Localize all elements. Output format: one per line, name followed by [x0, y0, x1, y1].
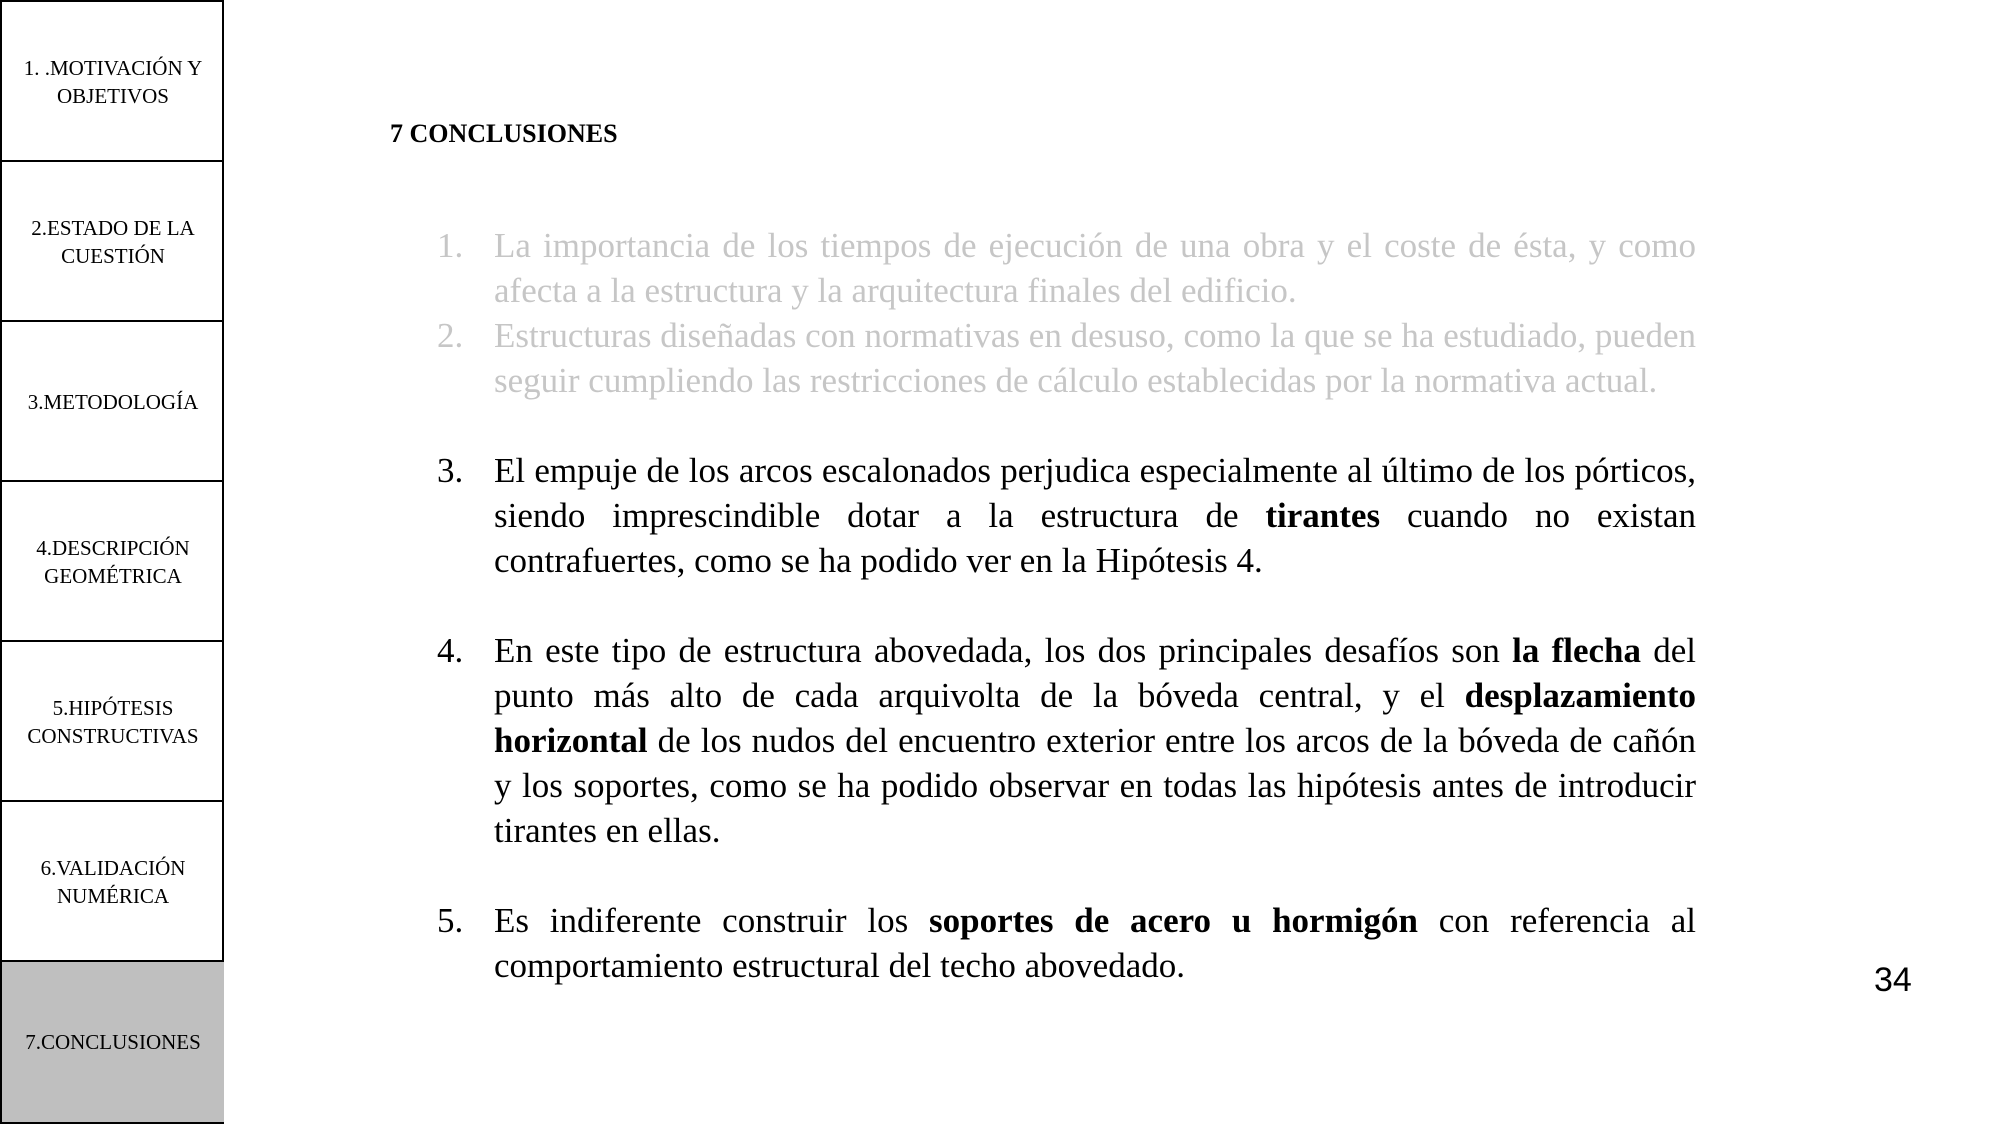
sidebar-item-label: 1. .MOTIVACIÓN Y OBJETIVOS [23, 55, 203, 108]
item-text: Es indiferente construir los [494, 901, 930, 940]
sidebar-item-motivacion[interactable] [0, 0, 224, 161]
sidebar-item-descripcion-geometrica[interactable] [0, 480, 224, 641]
item-text: Estructuras diseñadas con normativas en desuso, como la que se ha estudiado, pueden seguir cumpliendo las restricciones de cálculo establecidas por la normativa actual. [494, 316, 1696, 400]
sidebar-item-validacion-numerica[interactable] [0, 800, 224, 961]
item-text: La importancia de los tiempos de ejecución de una obra y el coste de ésta, y como afecta a la estructura y la arquitectura finales del edificio. [494, 226, 1696, 310]
sidebar-item-label: 4.DESCRIPCIÓN GEOMÉTRICA [36, 535, 190, 588]
item-text: de los nudos del encuentro exterior entre los arcos de la bóveda de cañón y los soportes, como se ha podido observar en todas las hipótesis antes de introducir tirantes en ellas. [494, 721, 1696, 850]
item-text: cuando no existan contrafuertes, como se ha podido ver en la Hipótesis 4. [494, 496, 1696, 580]
item-emphasis: tirantes [1265, 496, 1381, 535]
conclusion-item-5 [430, 898, 1696, 988]
conclusions-list [430, 223, 1696, 988]
item-emphasis: desplazamiento horizontal [494, 676, 1696, 760]
item-text: con referencia al comportamiento estructural del techo abovedado. [494, 901, 1696, 985]
conclusion-item-4 [430, 628, 1696, 853]
sidebar-item-conclusiones[interactable] [0, 960, 224, 1124]
conclusion-item-1 [430, 223, 1696, 313]
item-text: del punto más alto de cada arquivolta de la bóveda central, y el [494, 631, 1696, 715]
item-number: 5. [437, 901, 464, 940]
sidebar-item-label: 6.VALIDACIÓN NUMÉRICA [40, 855, 186, 908]
section-sidebar [0, 0, 224, 1124]
item-text: En este tipo de estructura abovedada, los dos principales desafíos son [494, 631, 1513, 670]
sidebar-item-label: 5.HIPÓTESIS CONSTRUCTIVAS [27, 695, 199, 748]
sidebar-item-estado-cuestion[interactable] [0, 160, 224, 321]
sidebar-item-label: 3.METODOLOGÍA [27, 389, 199, 414]
item-number: 4. [437, 631, 464, 670]
page-title: 7 CONCLUSIONES [390, 119, 618, 148]
item-emphasis: soportes de acero u hormigón [929, 901, 1418, 940]
sidebar-item-hipotesis-constructivas[interactable] [0, 640, 224, 801]
conclusion-item-2 [430, 313, 1696, 403]
sidebar-item-metodologia[interactable] [0, 320, 224, 481]
item-emphasis: la flecha [1512, 631, 1641, 670]
sidebar-item-label: 7.CONCLUSIONES [25, 1030, 201, 1054]
item-number: 2. [437, 316, 464, 355]
item-number: 1. [437, 226, 464, 265]
conclusion-item-3 [430, 448, 1696, 583]
item-text: El empuje de los arcos escalonados perjudica especialmente al último de los pórticos, siendo imprescindible dotar a la estructura de [494, 451, 1696, 535]
item-number: 3. [437, 451, 464, 490]
page-number: 34 [1874, 961, 1912, 999]
sidebar-item-label: 2.ESTADO DE LA CUESTIÓN [31, 215, 195, 268]
